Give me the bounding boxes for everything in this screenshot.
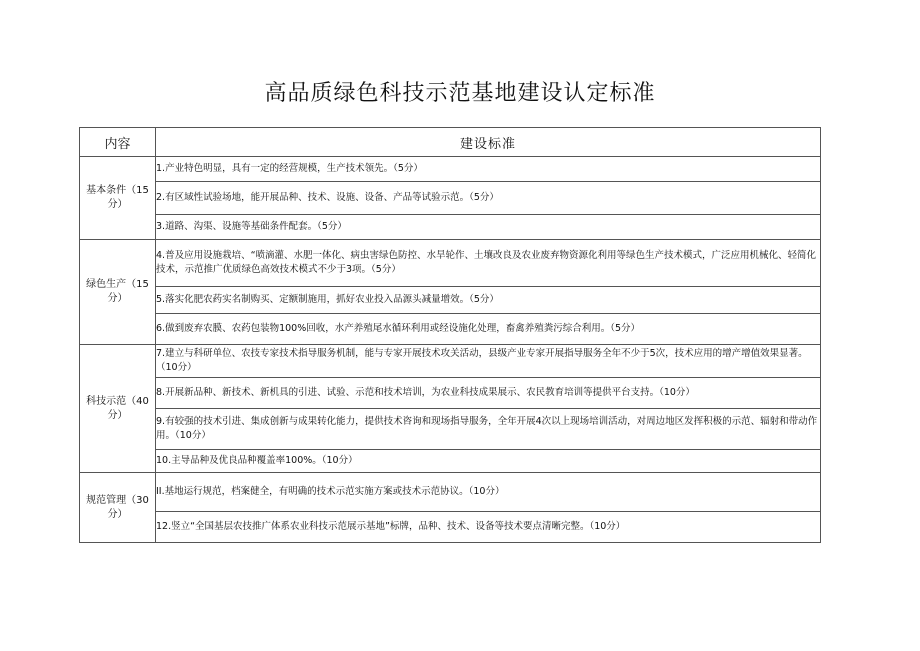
standard-item: 9.有较强的技术引进、集成创新与成果转化能力，提供技术咨询和现场指导服务，全年开展4次以上现场培训活动，对周边地区发挥积极的示范、辐射和带动作用。（10分） (156, 409, 821, 450)
table-row (80, 182, 821, 215)
standard-item: 8.开展新品种、新技术、新机具的引进、试验、示范和技术培训，为农业科技成果展示、农民教育培训等提供平台支持。（10分） (156, 378, 821, 409)
table-header-row (80, 128, 821, 157)
standard-item: 10.主导品种及优良品种覆盖率100%。（10分） (156, 450, 821, 473)
header-content: 内容 (80, 128, 156, 157)
standard-item: II.基地运行规范，档案健全，有明确的技术示范实施方案或技术示范协议。（10分） (156, 473, 821, 512)
page-title: 高品质绿色科技示范基地建设认定标准 (264, 81, 656, 106)
standard-item: 7.建立与科研单位、农技专家技术指导服务机制，能与专家开展技术攻关活动，县级产业专家开展指导服务全年不少于5次，技术应用的增产增值效果显著。（10分） (156, 345, 821, 378)
table-row (80, 409, 821, 450)
table-row (80, 473, 821, 512)
table-row (80, 450, 821, 473)
standard-item: 2.有区域性试验场地，能开展品种、技术、设施、设备、产品等试验示范。（5分） (156, 182, 821, 215)
table-row (80, 287, 821, 314)
table-row (80, 314, 821, 345)
category-green-production: 绿色生产（15分） (80, 240, 156, 345)
table-row (80, 215, 821, 240)
standard-item: 4.普及应用设施栽培、“喷滴灌、水肥一体化、病虫害绿色防控、水旱轮作、土壤改良及农业废弃物资源化利用等绿色生产技术模式，广泛应用机械化、轻简化技术，示范推广优质绿色高效技术模式不少于3项。（5分） (156, 240, 821, 287)
table-row (80, 240, 821, 287)
standard-item: 12.竖立“全国基层农技推广体系农业科技示范展示基地”标牌，品种、技术、设备等技术要点清晰完整。（10分） (156, 512, 821, 543)
standards-table (79, 127, 821, 543)
category-basic-conditions: 基本条件（15分） (80, 157, 156, 240)
category-tech-demonstration: 科技示范（40分） (80, 345, 156, 473)
table-row (80, 157, 821, 182)
standard-item: 5.落实化肥农药实名制购买、定额制施用，抓好农业投入品源头减量增效。（5分） (156, 287, 821, 314)
standard-item: 3.道路、沟渠、设施等基础条件配套。（5分） (156, 215, 821, 240)
table-row (80, 512, 821, 543)
header-standard: 建设标准 (156, 128, 821, 157)
category-standard-management: 规范管理（30分） (80, 473, 156, 543)
table-row (80, 378, 821, 409)
standard-item: 6.做到废弃农膜、农药包装物100%回收，水产养殖尾水循环利用或经设施化处理，畜禽养殖粪污综合利用。（5分） (156, 314, 821, 345)
standard-item: 1.产业特色明显，具有一定的经营规模，生产技术领先。（5分） (156, 157, 821, 182)
table-row (80, 345, 821, 378)
